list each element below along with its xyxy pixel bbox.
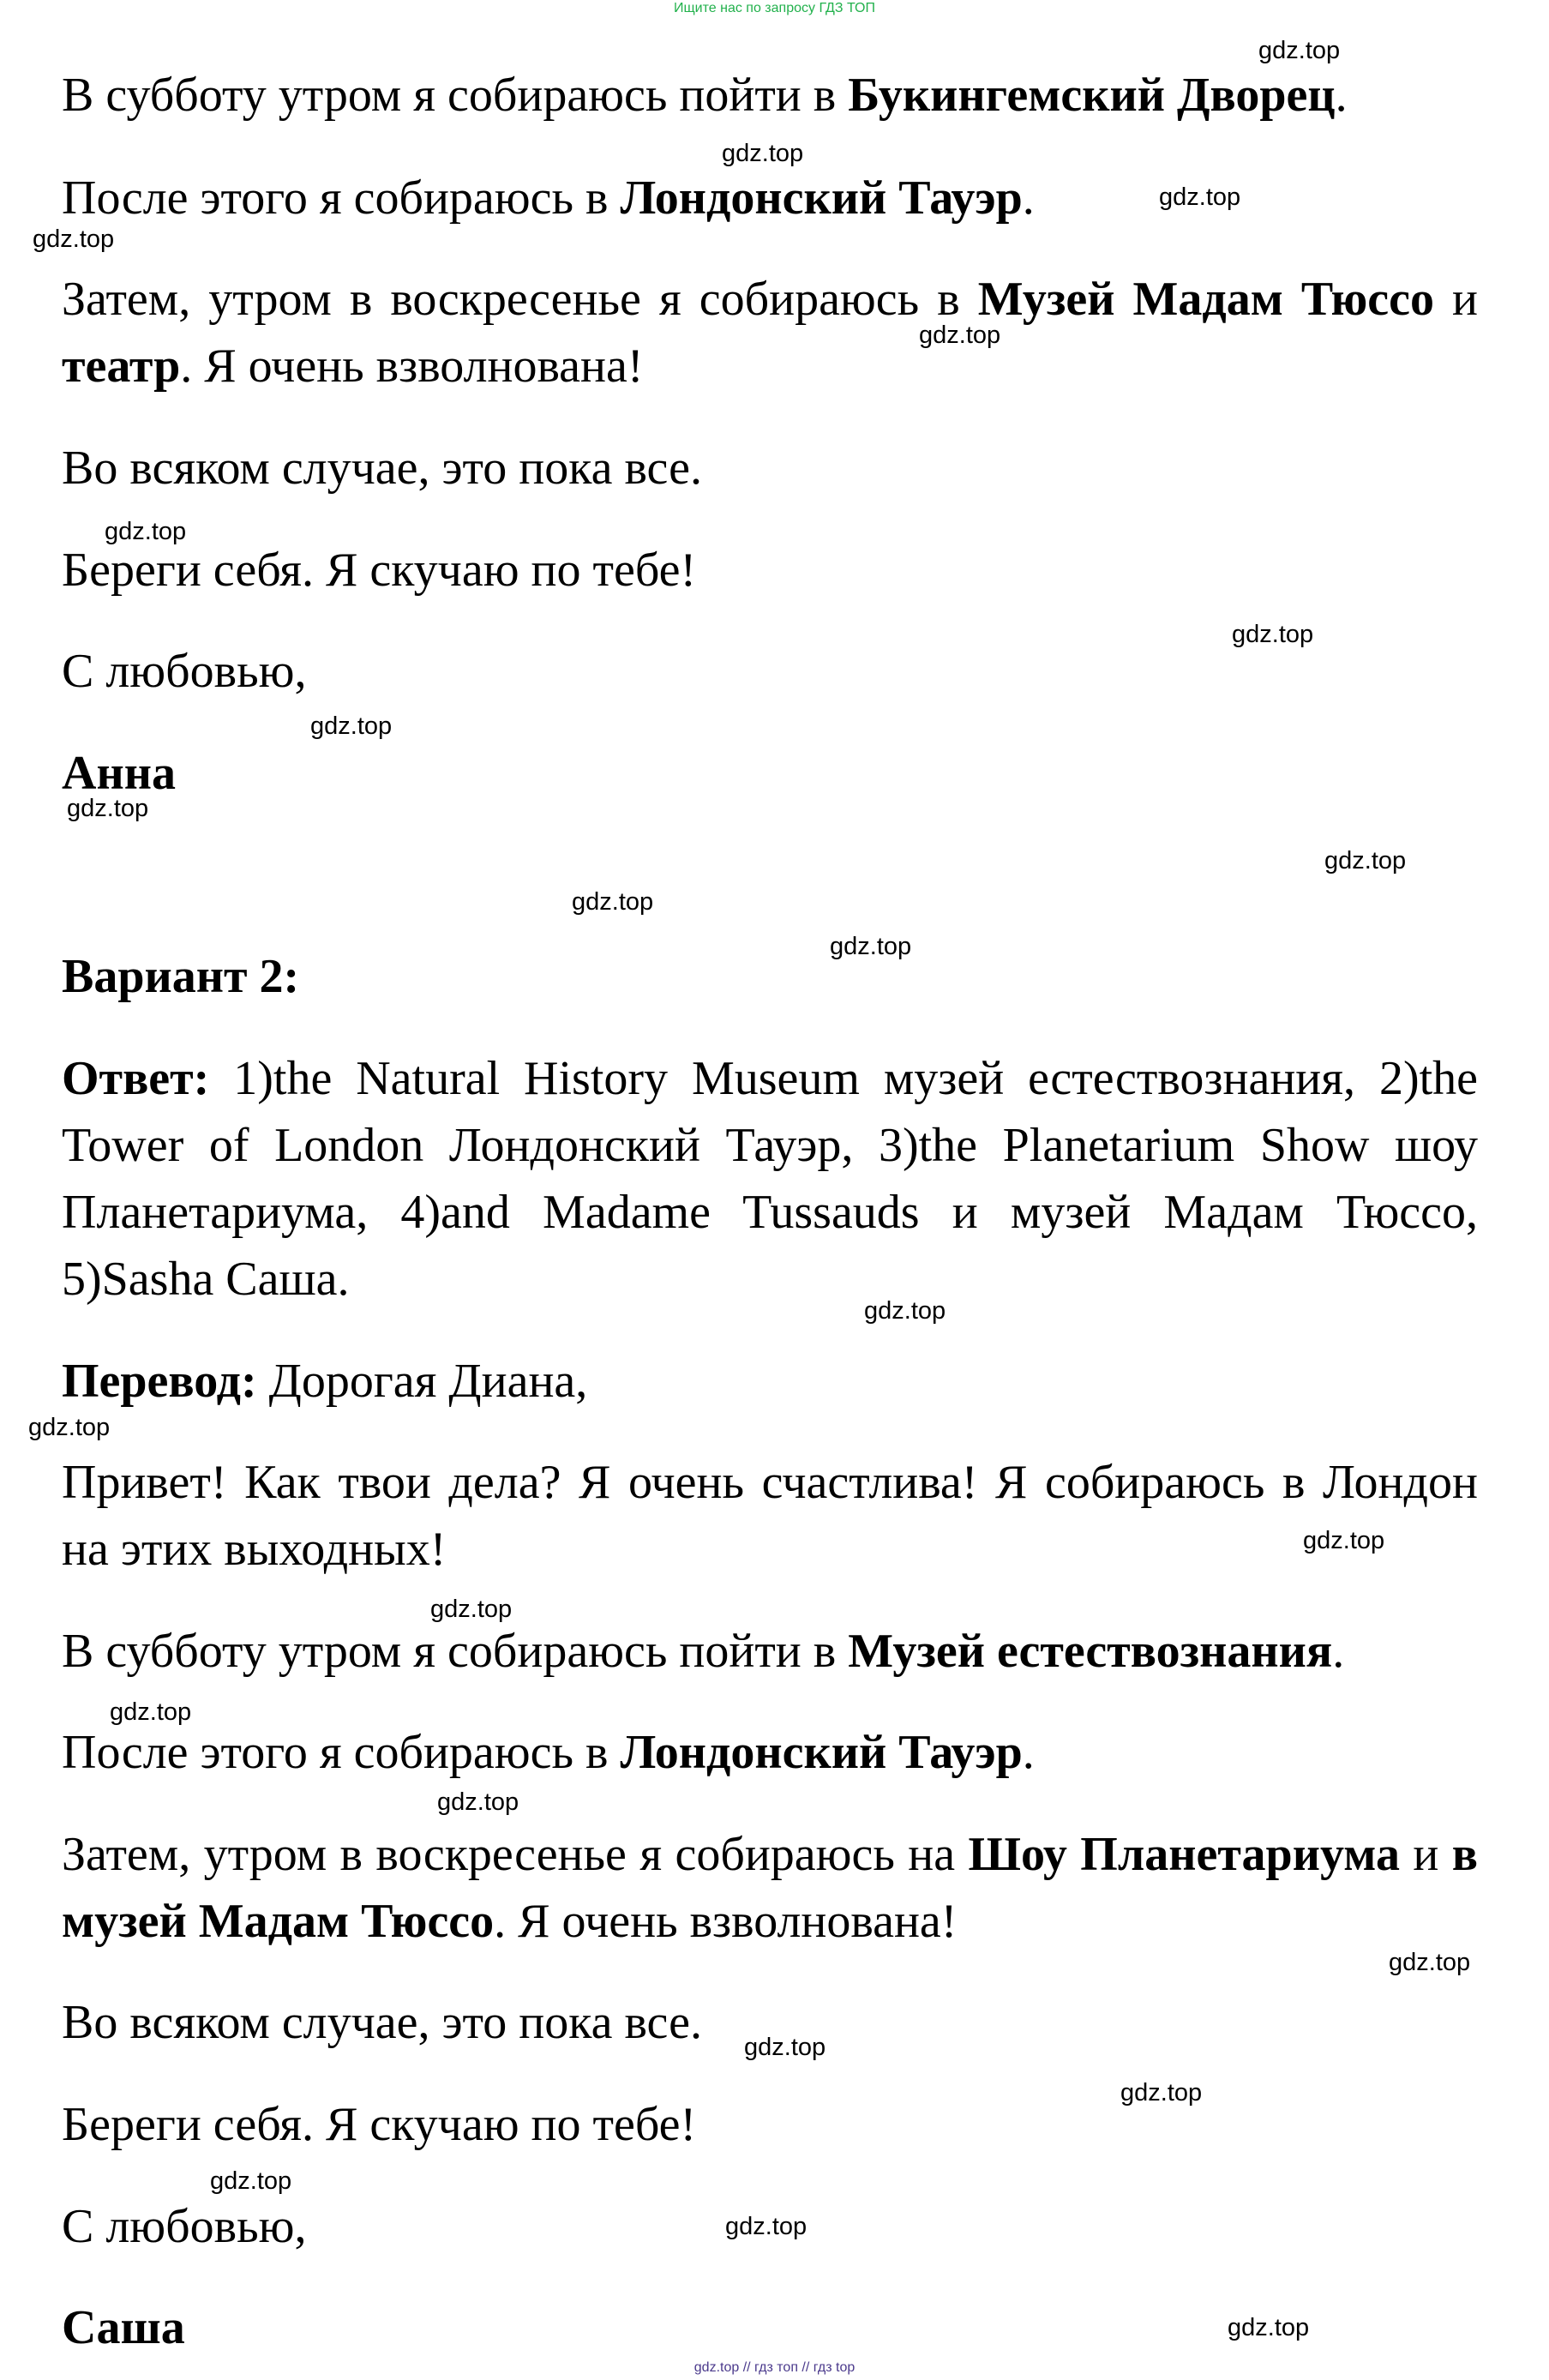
paragraph-take-care: Береги себя. Я скучаю по тебе! xyxy=(62,544,697,597)
paragraph-saturday-museum: В субботу утром я собираюсь пойти в Музей естествознания. xyxy=(62,1625,1345,1678)
watermark: gdz.top xyxy=(830,933,912,960)
watermark: gdz.top xyxy=(1258,37,1341,64)
signature-anna: Анна xyxy=(62,747,176,800)
paragraph-with-love-2: С любовью, xyxy=(62,2200,307,2253)
paragraph-tower-2: После этого я собираюсь в Лондонский Тауэр. xyxy=(62,1726,1035,1779)
watermark: gdz.top xyxy=(572,888,654,916)
paragraph-anyway-2: Во всяком случае, это пока все. xyxy=(62,1996,702,2049)
watermark: gdz.top xyxy=(1120,2079,1203,2107)
watermark: gdz.top xyxy=(744,2034,826,2061)
watermark: gdz.top xyxy=(310,712,393,740)
watermark: gdz.top xyxy=(725,2213,808,2240)
variant-2-heading: Вариант 2: xyxy=(62,950,300,1003)
watermark: gdz.top xyxy=(1303,1527,1385,1554)
signature-sasha: Саша xyxy=(62,2301,185,2354)
paragraph-sunday-2: Затем, утром в воскресенье я собираюсь на Шоу Планетариума и в музей Мадам Тюссо. Я очень взволнована! xyxy=(62,1828,1478,1948)
translation-paragraph: Перевод: Дорогая Диана, xyxy=(62,1355,588,1408)
watermark: gdz.top xyxy=(1389,1949,1471,1976)
watermark: gdz.top xyxy=(105,518,187,545)
watermark: gdz.top xyxy=(28,1414,111,1441)
watermark: gdz.top xyxy=(110,1698,192,1726)
watermark: gdz.top xyxy=(1228,2314,1310,2341)
watermark: gdz.top xyxy=(67,795,149,822)
watermark: gdz.top xyxy=(33,225,115,253)
paragraph-with-love: С любовью, xyxy=(62,645,307,698)
paragraph-sunday: Затем, утром в воскресенье я собираюсь в Музей Мадам Тюссо и театр. Я очень взволнована! xyxy=(62,273,1478,393)
watermark: gdz.top xyxy=(210,2167,292,2195)
watermark: gdz.top xyxy=(430,1596,513,1623)
watermark: gdz.top xyxy=(722,140,804,167)
watermark: gdz.top xyxy=(1324,847,1407,874)
paragraph-hello: Привет! Как твои дела? Я очень счастлива! Я собираюсь в Лондон на этих выходных! xyxy=(62,1456,1478,1576)
watermark: gdz.top xyxy=(919,322,1001,349)
watermark: gdz.top xyxy=(437,1788,519,1816)
watermark: gdz.top xyxy=(1232,621,1314,648)
watermark: gdz.top xyxy=(864,1297,946,1325)
watermark: gdz.top xyxy=(1159,183,1241,211)
paragraph-anyway: Во всяком случае, это пока все. xyxy=(62,442,702,495)
paragraph-take-care-2: Береги себя. Я скучаю по тебе! xyxy=(62,2098,697,2151)
answer-paragraph: Ответ: 1)the Natural History Museum музей естествознания, 2)the Tower of London Лондонский Тауэр, 3)the Planetarium Show шоу Планетариума, 4)and Madame Tussauds и музей Мадам Тюссо, 5)Sasha Саша. xyxy=(62,1052,1478,1306)
paragraph-tower: После этого я собираюсь в Лондонский Тауэр. xyxy=(62,171,1035,225)
bottom-banner: gdz.top // гдз топ // гдз top xyxy=(693,2360,856,2375)
paragraph-saturday-palace: В субботу утром я собираюсь пойти в Букингемский Дворец. xyxy=(62,69,1348,122)
top-banner: Ищите нас по запросу ГДЗ ТОП xyxy=(674,1,875,15)
